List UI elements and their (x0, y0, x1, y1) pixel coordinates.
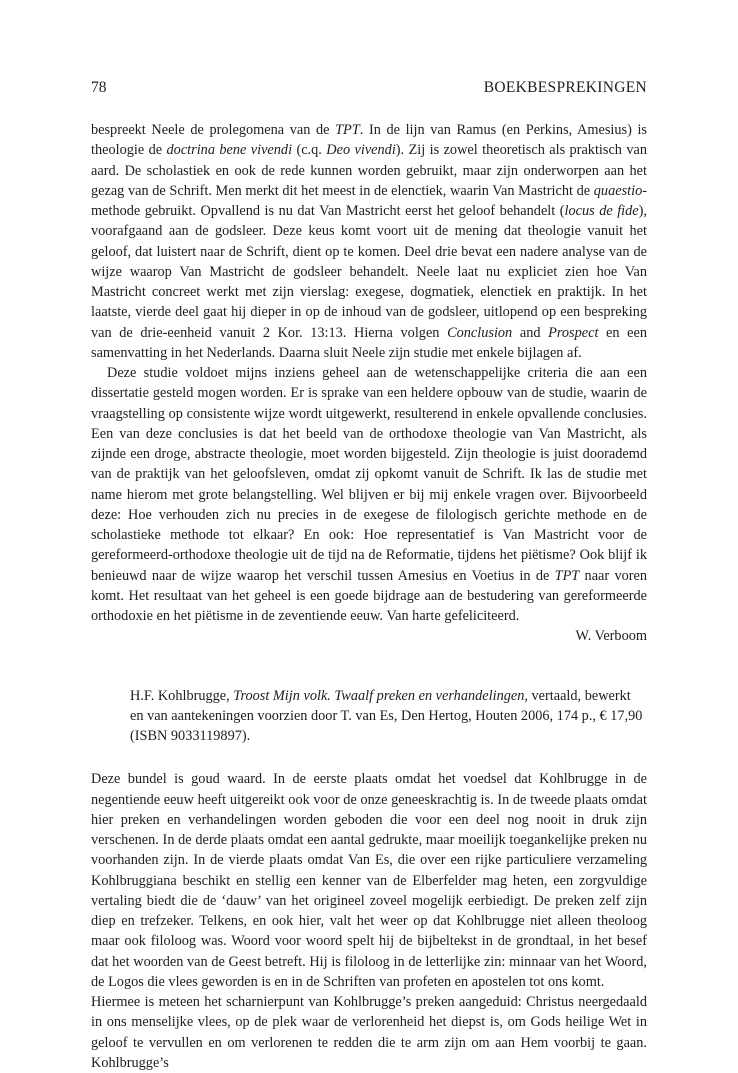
page-number: 78 (91, 79, 107, 96)
article-body (91, 120, 647, 1073)
review-body (91, 769, 647, 1073)
book-citation (91, 686, 647, 747)
page (91, 0, 648, 1071)
paragraph-1: bespreekt Neele de prolegomena van de TPT. In de lijn van Ramus (en Perkins, Amesius) is theologie de doctrina bene vivendi (c.q. Deo vivendi). Zij is zowel theoretisch als praktisch van aard. De scholastiek en ook de rede kunnen worden gebruikt, maar zijn onderworpen aan het gezag van de Schrift. Men merkt dit het meest in de elenctiek, waarin Van Mastricht de quaestio-methode gebruikt. Opvallend is nu dat Van Mastricht eerst het geloof behandelt (locus de fide), voorafgaand aan de godsleer. Deze keus komt voort uit de mening dat theologie vanuit het geloof, dat luistert naar de Schrift, dient op te komen. Deel drie bevat een nadere analyse van de wijze waarop Van Mastricht de godsleer behandelt. Neele laat nu expliciet zien hoe Van Mastricht concreet werkt met zijn vierslag: exegese, dogmatiek, elenctiek en praktijk. In het laatste, vierde deel gaat hij dieper in op de inhoud van de godsleer, uitlopend op een bespreking van de drie-eenheid vanuit 2 Kor. 13:13. Hierna volgen Conclusion and Prospect en een samenvatting in het Nederlands. Daarna sluit Neele zijn studie met enkele bijlagen af. (91, 122, 648, 361)
paragraph-4: Hiermee is meteen het scharnierpunt van Kohlbrugge’s preken aangeduid: Christus neergedaald in ons menselijke vlees, op de plek waar de verlorenheid het diepst is, om Gods heilige Wet in geloof te vervullen en om verlorenen te redden die te arm zijn om aan Hem voorbij te gaan. Kohlbrugge’s (91, 994, 647, 1071)
paragraph-2: Deze studie voldoet mijns inziens geheel aan de wetenschappelijke criteria die aan een dissertatie gesteld mogen worden. Er is sprake van een heldere opbouw van de studie, waarin de vraagstelling op consistente wijze wordt uitgewerkt, resulterend in enkele opvallende conclusies. Een van deze conclusies is dat het beeld van de orthodoxe theologie van Van Mastricht, als zijnde een droge, abstracte theologie, moet worden bijgesteld. Zijn theologie is juist doorademd van de praktijk van het geloofsleven, omdat zij opkomt vanuit de Schrift. Ik las de studie met name hierom met grote belangstelling. Wel blijven er bij mij enkele vragen over. Bijvoorbeeld deze: Hoe verhouden zich nu precies in de exegese de filologisch gerichte methode en de scholastieke methode tot elkaar? En ook: Hoe representatief is Van Mastricht voor de gereformeerd-orthodoxe theologie uit de tijd na de Reformatie, tijdens het piëtisme? Ook blijf ik benieuwd naar de wijze waarop het verschil tussen Amesius en Voetius in de TPT naar voren komt. Het resultaat van het geheel is een goede bijdrage aan de bestudering van gereformeerde orthodoxie en het piëtisme in de zeventiende eeuw. Van harte gefeliciteerd. (91, 365, 647, 624)
running-head: BOEKBESPREKINGEN (483, 79, 647, 96)
citation-text: H.F. Kohlbrugge, Troost Mijn volk. Twaalf preken en verhandelingen, vertaald, bewerkt en van aantekeningen voorzien door T. van Es, Den Hertog, Houten 2006, 174 p., € 17,90 (ISBN 9033119897). (130, 687, 643, 744)
reviewer-signature: W. Verboom (575, 628, 647, 645)
paragraph-3: Deze bundel is goud waard. In de eerste plaats omdat het voedsel dat Kohlbrugge in de negentiende eeuw heeft uitgereikt ook voor de onze geneeskrachtig is. In de tweede plaats omdat hier preken en verhandelingen worden geboden die voor een deel nog nooit in druk zijn verschenen. In de derde plaats omdat een aantal gedrukte, maar moeilijk toegankelijke preken nu voorhanden zijn. In de vierde plaats omdat Van Es, die over een rijke particuliere verzameling Kohlbruggiana beschikt en stellig een kenner van de Elberfelder mag heten, een zorgvuldige vertaling biedt die de ‘dauw’ van het origineel zoveel mogelijk eerbiedigt. De preken zelf zijn diep en trefzeker. Telkens, en ook hier, valt het weer op dat Kohlbrugge niet alleen theoloog maar ook filoloog was. Woord voor woord spelt hij de bijbeltekst in de grondtaal, in het besef dat het woorden van de Geest betreft. Hij is filoloog in de letterlijke zin: minnaar van het Woord, de Logos die vlees geworden is en in de Schriften van profeten en apostelen tot ons komt. (91, 771, 647, 990)
